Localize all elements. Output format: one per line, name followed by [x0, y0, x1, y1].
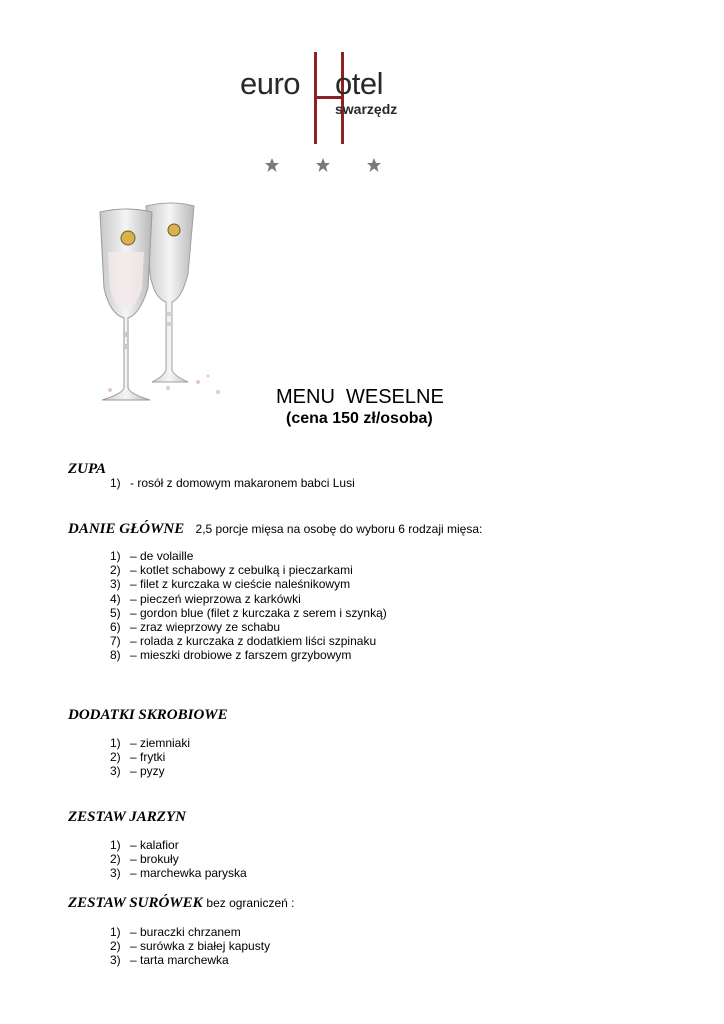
- list-item: [110, 838, 247, 852]
- item-number: 2): [110, 750, 121, 765]
- list-item: [110, 563, 387, 577]
- menu-title: MENU WESELNE: [276, 386, 444, 408]
- section-heading-label: DANIE GŁÓWNE: [68, 521, 185, 537]
- item-number: 2): [110, 939, 121, 954]
- item-number: 1): [110, 736, 121, 750]
- section-heading-label: ZESTAW SURÓWEK: [68, 895, 203, 911]
- item-number: 2): [110, 852, 121, 867]
- item-number: 8): [110, 648, 121, 663]
- item-text: – surówka z białej kapusty: [130, 939, 271, 954]
- item-number: 5): [110, 605, 121, 620]
- star-icon: [366, 157, 382, 173]
- item-text: – tarta marchewka: [130, 953, 229, 968]
- list-item: [110, 476, 355, 490]
- list-item: [110, 592, 387, 606]
- list-item: [110, 939, 270, 953]
- list-item: [110, 852, 247, 866]
- item-text: – de volaille: [130, 549, 194, 563]
- section-heading-label: ZUPA: [68, 461, 107, 477]
- item-text: – zraz wieprzowy ze schabu: [130, 619, 281, 634]
- list-item: [110, 606, 387, 620]
- list-item: [110, 577, 387, 591]
- list-dodatki: [110, 736, 190, 779]
- section-heading-label: DODATKI SKROBIOWE: [68, 707, 228, 723]
- section-heading-danie: [68, 521, 482, 538]
- list-item: [110, 549, 387, 563]
- logo-brand-left: euro: [240, 66, 301, 101]
- section-note: 2,5 porcje mięsa na osobę do wyboru 6 rodzaji mięsa:: [195, 522, 483, 536]
- list-item: [110, 750, 190, 764]
- list-item: [110, 620, 387, 634]
- item-text: – brokuły: [130, 852, 179, 867]
- list-item: [110, 648, 387, 662]
- item-text: – mieszki drobiowe z farszem grzybowym: [130, 648, 352, 663]
- item-text: – gordon blue (filet z kurczaka z serem i szynką): [130, 605, 387, 620]
- item-number: 2): [110, 563, 121, 578]
- item-number: 3): [110, 953, 121, 968]
- item-text: – kalafior: [130, 838, 179, 852]
- section-note: bez ograniczeń :: [206, 896, 295, 910]
- item-number: 1): [110, 925, 121, 939]
- list-jarzyny: [110, 838, 247, 881]
- list-item: [110, 866, 247, 880]
- item-text: – frytki: [130, 750, 166, 765]
- list-zupa: [110, 476, 355, 490]
- item-number: 3): [110, 866, 121, 881]
- item-text: – pyzy: [130, 764, 165, 779]
- list-item: [110, 634, 387, 648]
- star-icon: [264, 157, 280, 173]
- item-number: 1): [110, 476, 121, 490]
- item-number: 1): [110, 838, 121, 852]
- item-number: 1): [110, 549, 121, 563]
- list-surowki: [110, 925, 270, 968]
- section-heading-label: ZESTAW JARZYN: [68, 809, 186, 825]
- section-heading-zupa: [68, 461, 106, 478]
- item-text: – rolada z kurczaka z dodatkiem liści szpinaku: [130, 634, 377, 649]
- item-number: 3): [110, 764, 121, 779]
- section-heading-surowki: [68, 895, 294, 912]
- list-item: [110, 764, 190, 778]
- list-item: [110, 925, 270, 939]
- item-number: 3): [110, 577, 121, 592]
- list-item: [110, 953, 270, 967]
- list-danie: [110, 549, 387, 663]
- item-text: – kotlet schabowy z cebulką i pieczarkami: [130, 563, 353, 578]
- section-heading-jarzyny: [68, 809, 186, 826]
- logo-town: swarzędz: [335, 101, 398, 117]
- item-text: – marchewka paryska: [130, 866, 247, 881]
- star-icon: [315, 157, 331, 173]
- item-number: 4): [110, 591, 121, 606]
- menu-price: (cena 150 zł/osoba): [286, 410, 433, 427]
- logo-brand-right: otel: [335, 66, 383, 101]
- item-number: 6): [110, 619, 121, 634]
- item-text: - rosół z domowym makaronem babci Lusi: [130, 476, 355, 490]
- item-text: – filet z kurczaka w cieście naleśnikowym: [130, 577, 351, 592]
- section-heading-dodatki: [68, 707, 228, 724]
- champagne-glasses-picture: [68, 192, 238, 406]
- item-number: 7): [110, 634, 121, 649]
- item-text: – ziemniaki: [130, 736, 191, 750]
- item-text: – pieczeń wieprzowa z karkówki: [130, 591, 301, 606]
- item-text: – buraczki chrzanem: [130, 925, 241, 939]
- list-item: [110, 736, 190, 750]
- hotel-logo: [232, 44, 412, 144]
